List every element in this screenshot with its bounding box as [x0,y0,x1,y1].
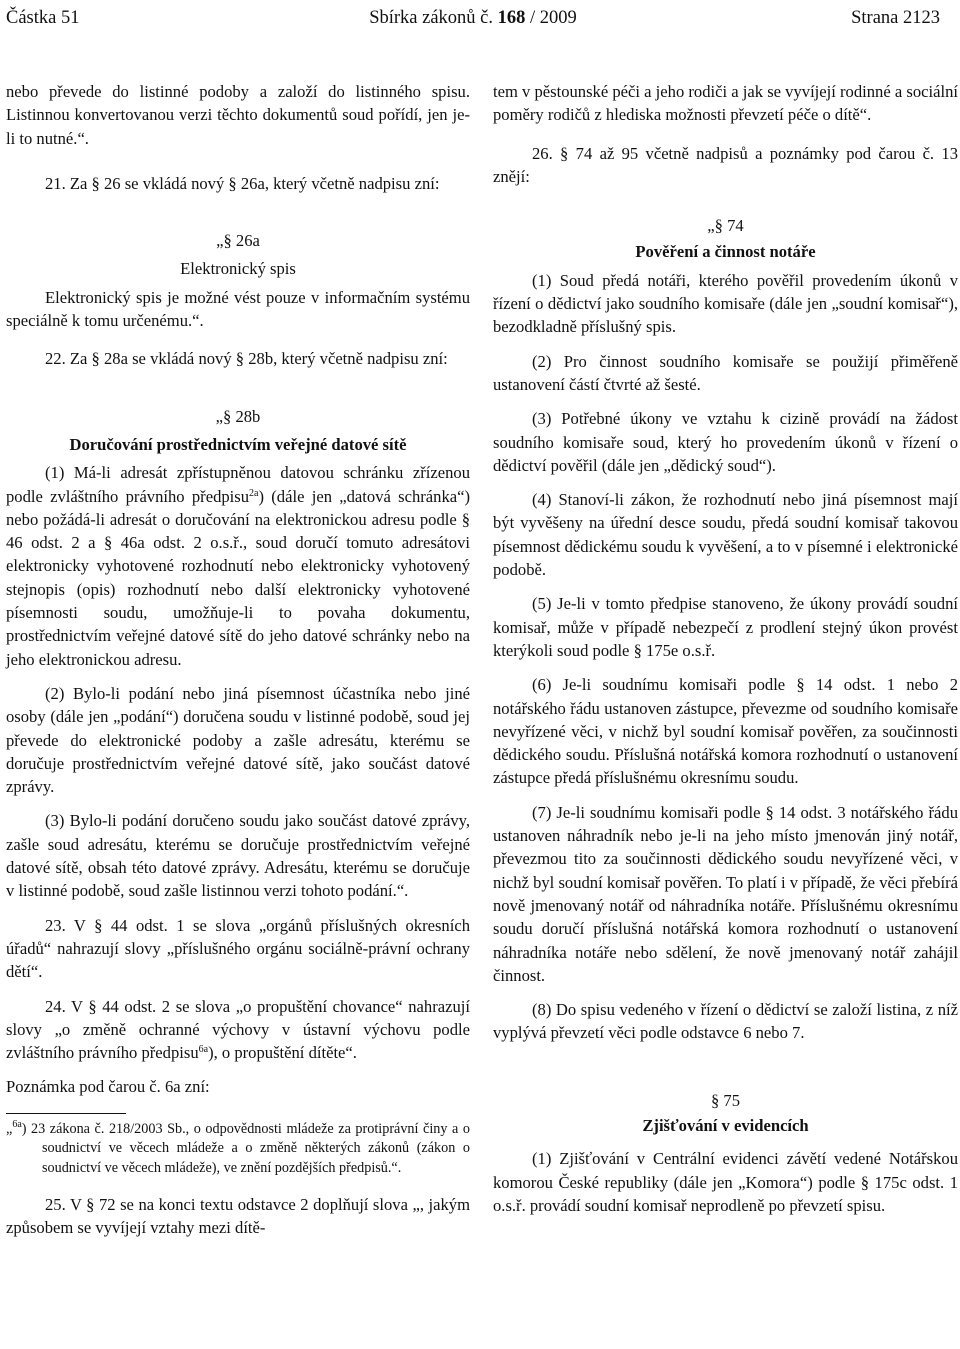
paragraph: tem v pěstounské péči a jeho rodiči a jak se vyvíjejí rodinné a sociální poměry rodičů z hlediska možnosti převzetí péče o dítě“. [493,82,958,125]
text: ) (dále jen „datová schránka“) nebo požádá-li adresát o doručování na elektronickou adresu podle § 46 odst. 2 a § 46a odst. 2 o.s.ř., soud doručí tomuto adresátovi elektronicky vyhotovené rozhodnutí nebo elektronicky vyhotovený stejnopis (opis) rozhodnutí nebo další elektronicky vyhotovené písemnosti soudu, umožňuje-li to povaha dokumentu, prostřednictvím veřejné datové sítě do jeho datové schránky nebo na jeho elektronickou adresu. [6,486,470,669]
section-28b-paragraph-1 [6,461,470,671]
text: 24. V § 44 odst. 2 se slova „o propuštění chovance“ nahrazují slovy „o změně ochranné výchovy v ústavní výchovu podle zvláštního právního předpisu [6,996,470,1063]
header-year: / 2009 [525,8,577,28]
section-28b-number: „§ 28b [215,406,261,426]
text: „ [6,1120,13,1137]
reference-superscript: 2a [249,487,259,499]
section-74-paragraph-4: (4) Stanoví-li zákon, že rozhodnutí nebo jiná písemnost mají být vyvěšeny na úřední desce soudu, předá soudní komisař takovou písemnost dědickému soudu k vyvěšení, a to v písemné i elektronické podobě. [493,490,958,580]
header-collection-prefix: Sbírka zákonů č. [369,8,498,28]
section-26a-text: Elektronický spis je možné vést pouze v informačním systému speciálně k tomu určenému.“. [6,287,470,331]
text: ), o propuštění dítěte“. [208,1043,357,1063]
header-collection-title [6,4,940,32]
section-74-paragraph-7: (7) Je-li soudnímu komisaři podle § 14 odst. 3 notářského řádu ustanoven náhradník nebo je-li na jeho místo jmenován jiný notář, převezmou tito za součinnosti dědického soudu nevyřízené věci, v nichž byl soudní komisař pověřen. To platí i v případě, že věci přebírá nově jmenovaný notář od náhradníka notáře. Příslušnému okresnímu soudu doručí příslušná notářská komora rozhodnutí o ustanovení náhradníka notáře nebo sdělení, že nově jmenovaný notář zahájil činnost. [493,802,958,985]
text: ) 23 zákona č. 218/2003 Sb., o odpovědnosti mládeže za protiprávní činy a o soudnictví ve věcech mládeže a o změně některých zákonů (zákon o soudnictví ve věcech mládeže), ve znění pozdějších předpisů.“. [21,1120,470,1176]
header-act-number: 168 [497,8,526,28]
section-28b-paragraph-3: (3) Bylo-li podání doručeno soudu jako součást datové zprávy, zašle soud adresátu, kterému se doručuje prostřednictvím veřejné datové sítě, obsah této datové zprávy. Adresátu, kterému se doručuje v listinné podobě, soud zašle listinnou verzi tohoto podání.“. [6,811,470,901]
section-74-title: Pověření a činnost notáře [635,242,816,262]
amendment-point-25: 25. V § 72 se na konci textu odstavce 2 doplňují slova „, jakým způsobem se vyvíjejí vztahy mezi dítě- [6,1195,470,1238]
right-column [493,80,958,1217]
amendment-point-23: 23. V § 44 odst. 1 se slova „orgánů příslušných okresních úřadů“ nahrazují slovy „příslušného orgánu sociálně-právní ochrany dětí“. [6,915,470,982]
header-part-number: Částka 51 [6,8,80,28]
footnote-mark: 6a [12,1118,22,1130]
section-74-paragraph-1: (1) Soud předá notáři, kterého pověřil provedením úkonů v řízení o dědictví jako soudního komisaře (dále jen „soudní komisař“), bezodkladně příslušný spis. [493,270,958,337]
amendment-point-26: 26. § 74 až 95 včetně nadpisů a poznámky pod čarou č. 13 znějí: [493,143,958,186]
footnote-6a [6,1120,470,1179]
page-header [6,4,940,32]
section-75-number: § 75 [710,1090,741,1110]
left-column [6,80,470,1240]
amendment-point-21: 21. Za § 26 se vkládá nový § 26a, který včetně nadpisu zní: [45,173,440,193]
amendment-point-22: 22. Za § 28a se vkládá nový § 28b, který včetně nadpisu zní: [45,349,448,369]
footnote-divider [6,1113,126,1114]
section-75-paragraph-1: (1) Zjišťování v Centrální evidenci závětí vedené Notářskou komorou České republiky (dále jen „Komora“) podle § 175c odst. 1 o.s.ř. provádí soudní komisař neprodleně po převzetí spisu. [493,1149,958,1215]
section-74-paragraph-8: (8) Do spisu vedeného v řízení o dědictví se založí listina, z níž vyplývá převzetí věci podle odstavce 6 nebo 7. [493,1000,958,1043]
footnote-intro: Poznámka pod čarou č. 6a zní: [6,1077,210,1097]
section-74-paragraph-6: (6) Je-li soudnímu komisaři podle § 14 odst. 1 nebo 2 notářského řádu ustanoven zástupce, převezme od soudního komisaře nevyřízené věci, v nichž byl soudní komisař pověřen, za součinnosti dědického soudu. Příslušná notářská komora rozhodnutí o ustanovení zástupce předá příslušnému okresnímu soudu. [493,675,958,788]
reference-superscript: 6a [198,1044,209,1056]
text: (1) Má-li adresát zpřístupněnou datovou schránku zřízenou podle zvláštního právního předpisu [6,463,470,506]
section-74-paragraph-5: (5) Je-li v tomto předpise stanoveno, že úkony provádí soudní komisař, může v případě nebezpečí z prodlení stejný úkon provést kterýkoli soud podle § 175e o.s.ř. [493,594,958,660]
section-26a-number: „§ 26a [216,231,260,251]
section-74-paragraph-2: (2) Pro činnost soudního komisaře se použijí přiměřeně ustanovení částí čtvrté až šesté. [493,351,958,394]
section-75-title: Zjišťování v evidencích [642,1115,809,1135]
section-74-number: „§ 74 [707,216,744,236]
paragraph: nebo převede do listinné podoby a založí do listinného spisu. Listinnou konvertovanou verzi těchto dokumentů soud pořídí, jen je-li to nutné.“. [6,82,470,148]
section-28b-title: Doručování prostřednictvím veřejné datové sítě [69,434,407,454]
section-74-paragraph-3: (3) Potřebné úkony ve vztahu k cizině provádí na žádost soudního komisaře soud, který ho provedením úkonů v řízení o dědictví pověřil (dále jen „dědický soud“). [493,409,958,475]
section-26a-title: Elektronický spis [180,259,296,279]
header-page-number: Strana 2123 [851,8,940,28]
section-28b-paragraph-2: (2) Bylo-li podání nebo jiná písemnost účastníka nebo jiné osoby (dále jen „podání“) doručena soudu v listinné podobě, soud jej převede do elektronické podoby a zašle adresátu, kterému se doručuje prostřednictvím veřejné datové sítě, jako součást datové zprávy. [6,683,470,797]
amendment-point-24 [6,995,470,1065]
